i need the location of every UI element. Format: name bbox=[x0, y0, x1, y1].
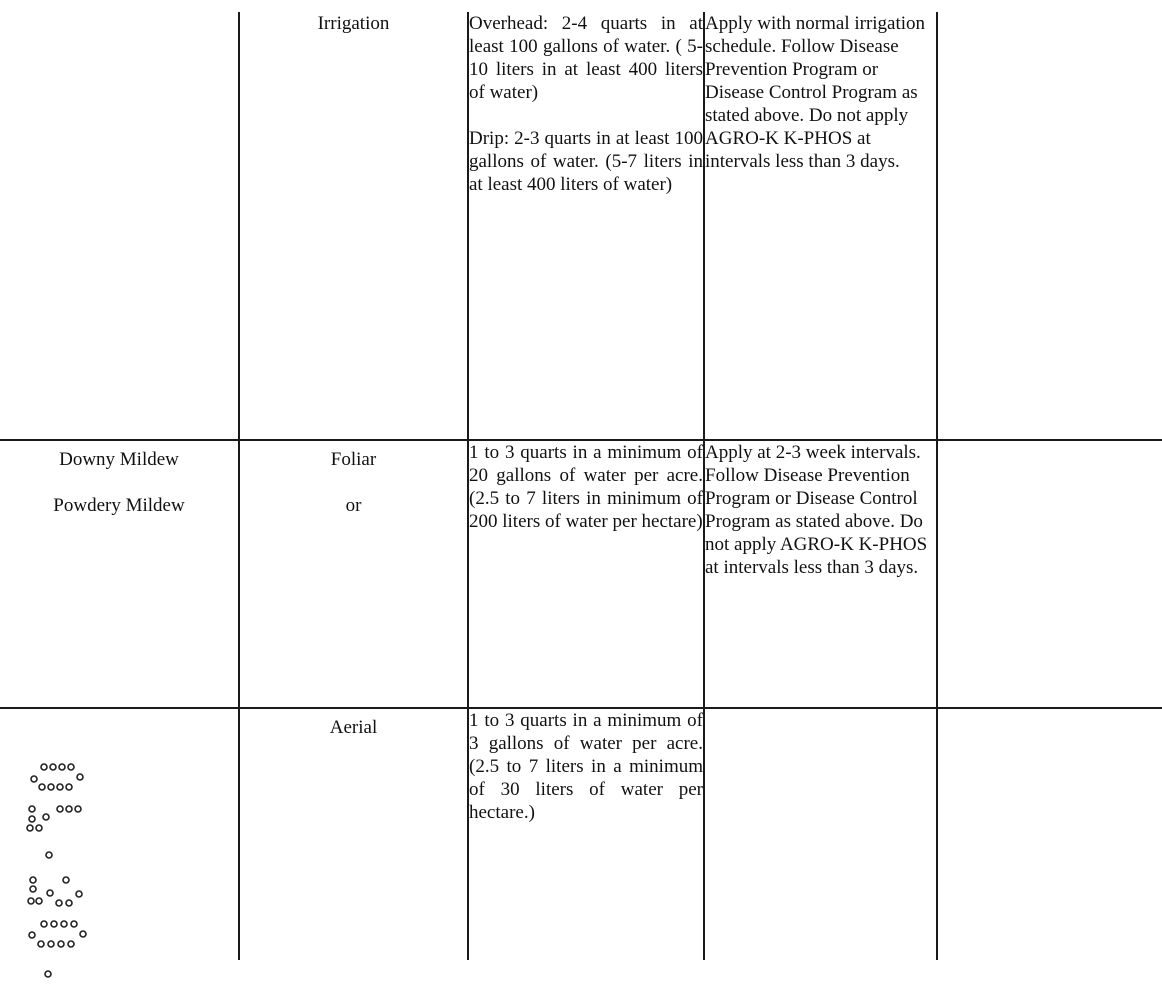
instructions-cell bbox=[704, 440, 937, 708]
crop-name: Powdery Mildew bbox=[53, 495, 185, 516]
rate-paragraph: Drip: 2-3 quarts in at least 100 gallons of water. (5-7 liters in at least 400 liters of water) bbox=[469, 128, 703, 195]
rate-cell bbox=[468, 708, 704, 960]
instructions-text: Apply with normal irrigation schedule. Follow Disease Prevention Program or Disease Control Program as stated above. Do not apply AGRO-K K-PHOS at intervals less than 3 days. bbox=[705, 13, 926, 172]
application-rate-table bbox=[0, 12, 1162, 960]
instructions-cell bbox=[704, 708, 937, 960]
scan-dots-icon bbox=[26, 757, 106, 982]
instructions-cell bbox=[704, 12, 937, 440]
crop-cell bbox=[0, 440, 239, 708]
crop-name: Downy Mildew bbox=[59, 449, 179, 470]
method-cell bbox=[239, 440, 468, 708]
method-cell bbox=[239, 708, 468, 960]
notes-cell bbox=[937, 440, 1162, 708]
method-cell bbox=[239, 12, 468, 440]
table-row bbox=[0, 12, 1162, 440]
rate-cell bbox=[468, 440, 704, 708]
notes-cell bbox=[937, 12, 1162, 440]
rate-text: 1 to 3 quarts in a minimum of 3 gallons of water per acre. (2.5 to 7 liters in a minimum of 30 liters of water per hectare.) bbox=[469, 710, 703, 823]
rate-paragraph: Overhead: 2-4 quarts in at least 100 gallons of water. ( 5-10 liters in at least 400 liters of water) bbox=[469, 13, 703, 103]
notes-cell bbox=[937, 708, 1162, 960]
rate-text: 1 to 3 quarts in a minimum of 20 gallons of water per acre. (2.5 to 7 liters in minimum of 200 liters of water per hectare) bbox=[469, 442, 703, 532]
table-row bbox=[0, 708, 1162, 960]
crop-cell bbox=[0, 12, 239, 440]
table-row bbox=[0, 440, 1162, 708]
rate-cell bbox=[468, 12, 704, 440]
method-text: Aerial bbox=[329, 717, 378, 738]
instructions-text: Apply at 2-3 week intervals. Follow Disease Prevention Program or Disease Control Program as stated above. Do not apply AGRO-K K-PHOS at intervals less than 3 days. bbox=[705, 442, 928, 578]
method-text: Irrigation bbox=[317, 13, 390, 34]
method-text: or bbox=[345, 495, 362, 516]
method-text: Foliar bbox=[330, 449, 377, 470]
